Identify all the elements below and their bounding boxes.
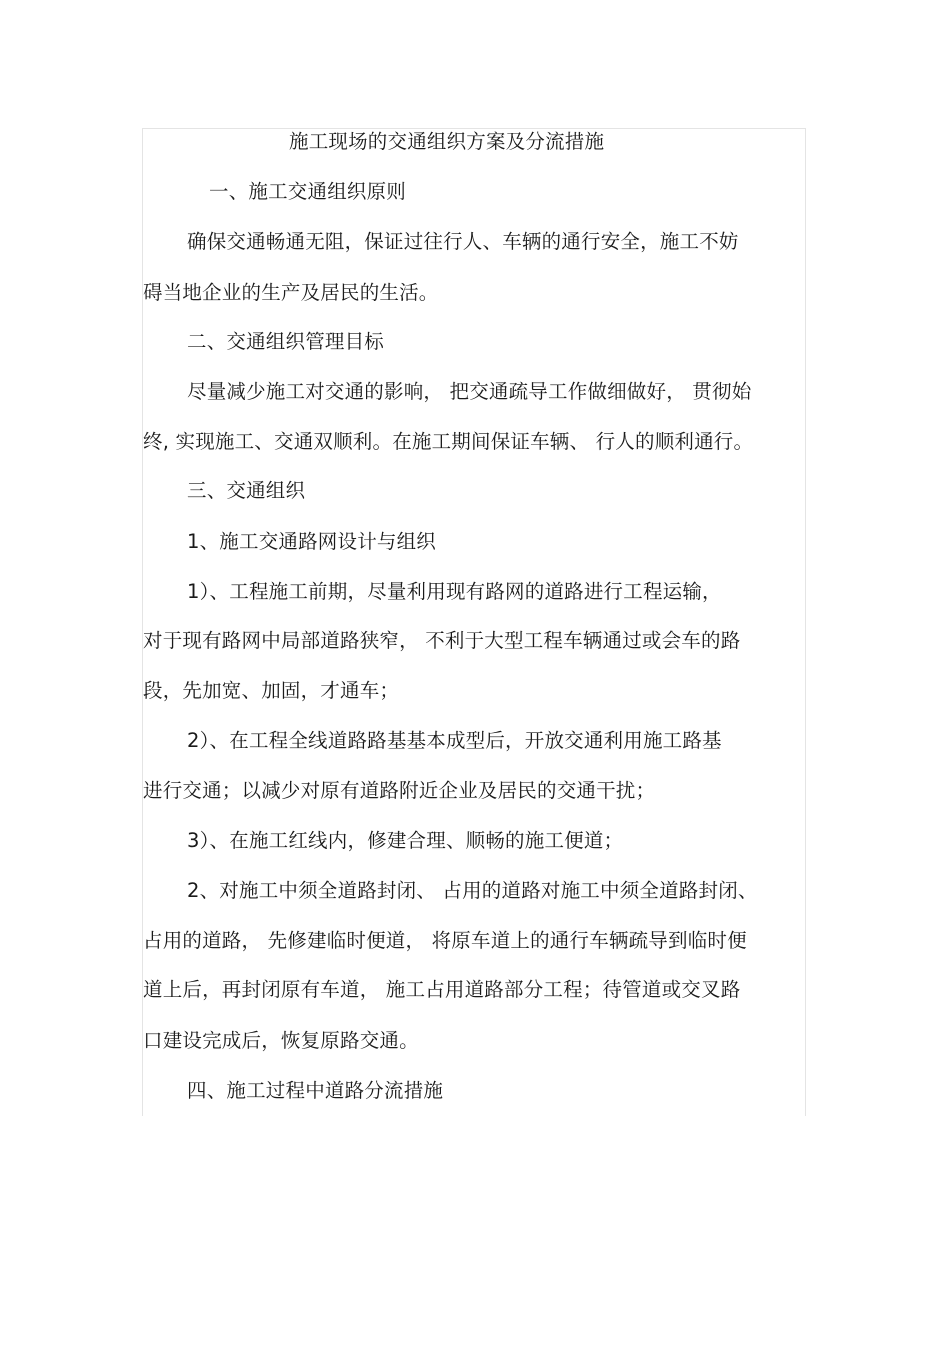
section-heading-3: 三、交通组织 xyxy=(187,479,306,502)
paragraph-line: 终, 实现施工、交通双顺利。在施工期间保证车辆、 行人的顺利通行。 xyxy=(143,430,754,453)
paragraph-line: 确保交通畅通无阻，保证过往行人、车辆的通行安全，施工不妨 xyxy=(187,230,739,253)
paragraph-line: 尽量减少施工对交通的影响， 把交通疏导工作做细做好， 贯彻始 xyxy=(187,380,752,403)
paragraph-line: 2）、在工程全线道路路基基本成型后，开放交通利用施工路基 xyxy=(187,729,722,752)
paragraph-line: 对于现有路网中局部道路狭窄， 不利于大型工程车辆通过或会车的路 xyxy=(143,629,741,652)
section-heading-1: 一、施工交通组织原则 xyxy=(209,180,407,203)
paragraph-line: 进行交通；以减少对原有道路附近企业及居民的交通干扰； xyxy=(143,779,656,802)
paragraph-line: 1）、工程施工前期，尽量利用现有路网的道路进行工程运输， xyxy=(187,580,722,603)
document-title: 施工现场的交通组织方案及分流措施 xyxy=(289,130,605,153)
section-heading-2: 二、交通组织管理目标 xyxy=(187,330,385,353)
page-frame xyxy=(142,128,806,1116)
section-heading-4: 四、施工过程中道路分流措施 xyxy=(187,1079,444,1102)
paragraph-line: 道上后，再封闭原有车道， 施工占用道路部分工程；待管道或交叉路 xyxy=(143,978,741,1001)
subsection-heading: 1、施工交通路网设计与组织 xyxy=(187,530,437,553)
paragraph-line: 2、对施工中须全道路封闭、 占用的道路对施工中须全道路封闭、 xyxy=(187,879,758,902)
paragraph-line: 碍当地企业的生产及居民的生活。 xyxy=(143,281,439,304)
paragraph-line: 段，先加宽、加固，才通车； xyxy=(143,679,400,702)
paragraph-line: 3）、在施工红线内，修建合理、顺畅的施工便道； xyxy=(187,829,624,852)
paragraph-line: 占用的道路， 先修建临时便道， 将原车道上的通行车辆疏导到临时便 xyxy=(143,929,747,952)
paragraph-line: 口建设完成后，恢复原路交通。 xyxy=(143,1029,419,1052)
